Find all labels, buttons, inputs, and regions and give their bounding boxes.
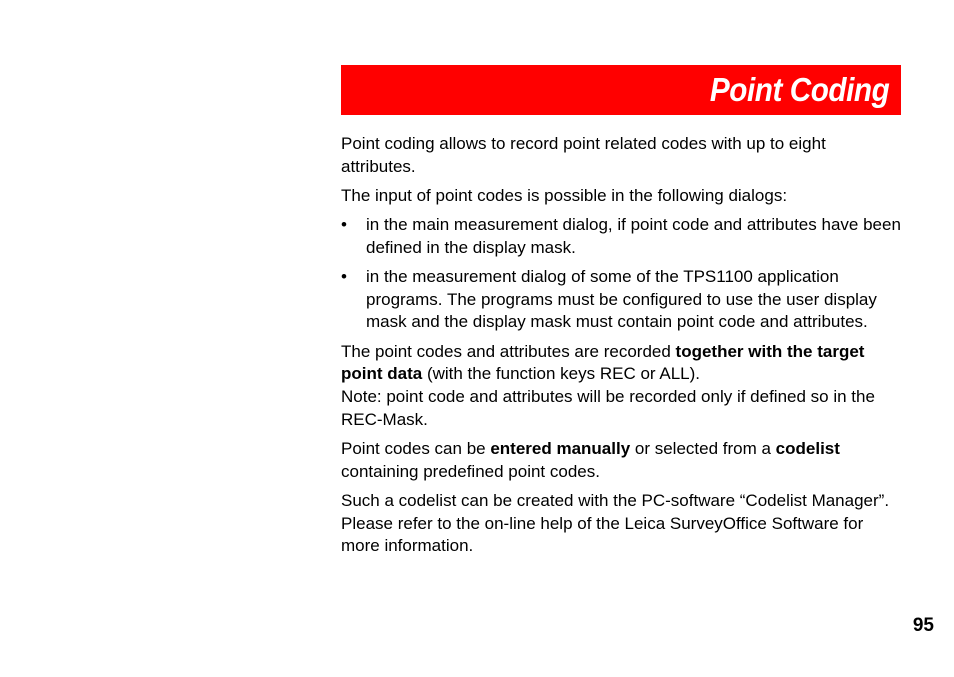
- recording-paragraph: [341, 341, 903, 386]
- main-content: [341, 133, 903, 564]
- bullet-mark: •: [341, 267, 347, 287]
- codelist-paragraph: Such a codelist can be created with the PC-software “Codelist Manager”. Please refer to the on-line help of the Leica SurveyOffice Software for more information.: [341, 490, 890, 556]
- dialogs-intro-paragraph: The input of point codes is possible in the following dialogs:: [341, 185, 788, 205]
- recording-text-before: The point codes and attributes are recorded: [341, 341, 676, 361]
- codes-paragraph: [341, 438, 903, 483]
- page-title: Point Coding: [709, 71, 889, 108]
- codes-text-middle: or selected from a: [630, 438, 776, 458]
- intro-paragraph: Point coding allows to record point related codes with up to eight attributes.: [341, 134, 826, 176]
- recording-text-after: (with the function keys REC or ALL).: [422, 364, 701, 384]
- bullet-mark: •: [341, 215, 347, 235]
- recording-bold-text: together with the target point data: [341, 341, 865, 384]
- bullet-text: in the measurement dialog of some of the TPS1100 application programs. The programs must be configured to use the user display mask and the display mask must contain point code and attributes.: [366, 267, 877, 332]
- codes-text-after: containing predefined point codes.: [341, 461, 600, 481]
- title-bar: [341, 65, 901, 115]
- codes-bold-manual: entered manually: [490, 438, 631, 458]
- page-number: 95: [912, 615, 934, 636]
- codes-text-before: Point codes can be: [341, 438, 491, 458]
- bullet-item: [341, 214, 903, 259]
- bullet-item: [341, 266, 903, 334]
- note-paragraph: Note: point code and attributes will be recorded only if defined so in the REC-Mask.: [341, 387, 875, 429]
- bullet-text: in the main measurement dialog, if point code and attributes have been defined in the display mask.: [366, 215, 901, 257]
- codes-bold-codelist: codelist: [775, 438, 840, 458]
